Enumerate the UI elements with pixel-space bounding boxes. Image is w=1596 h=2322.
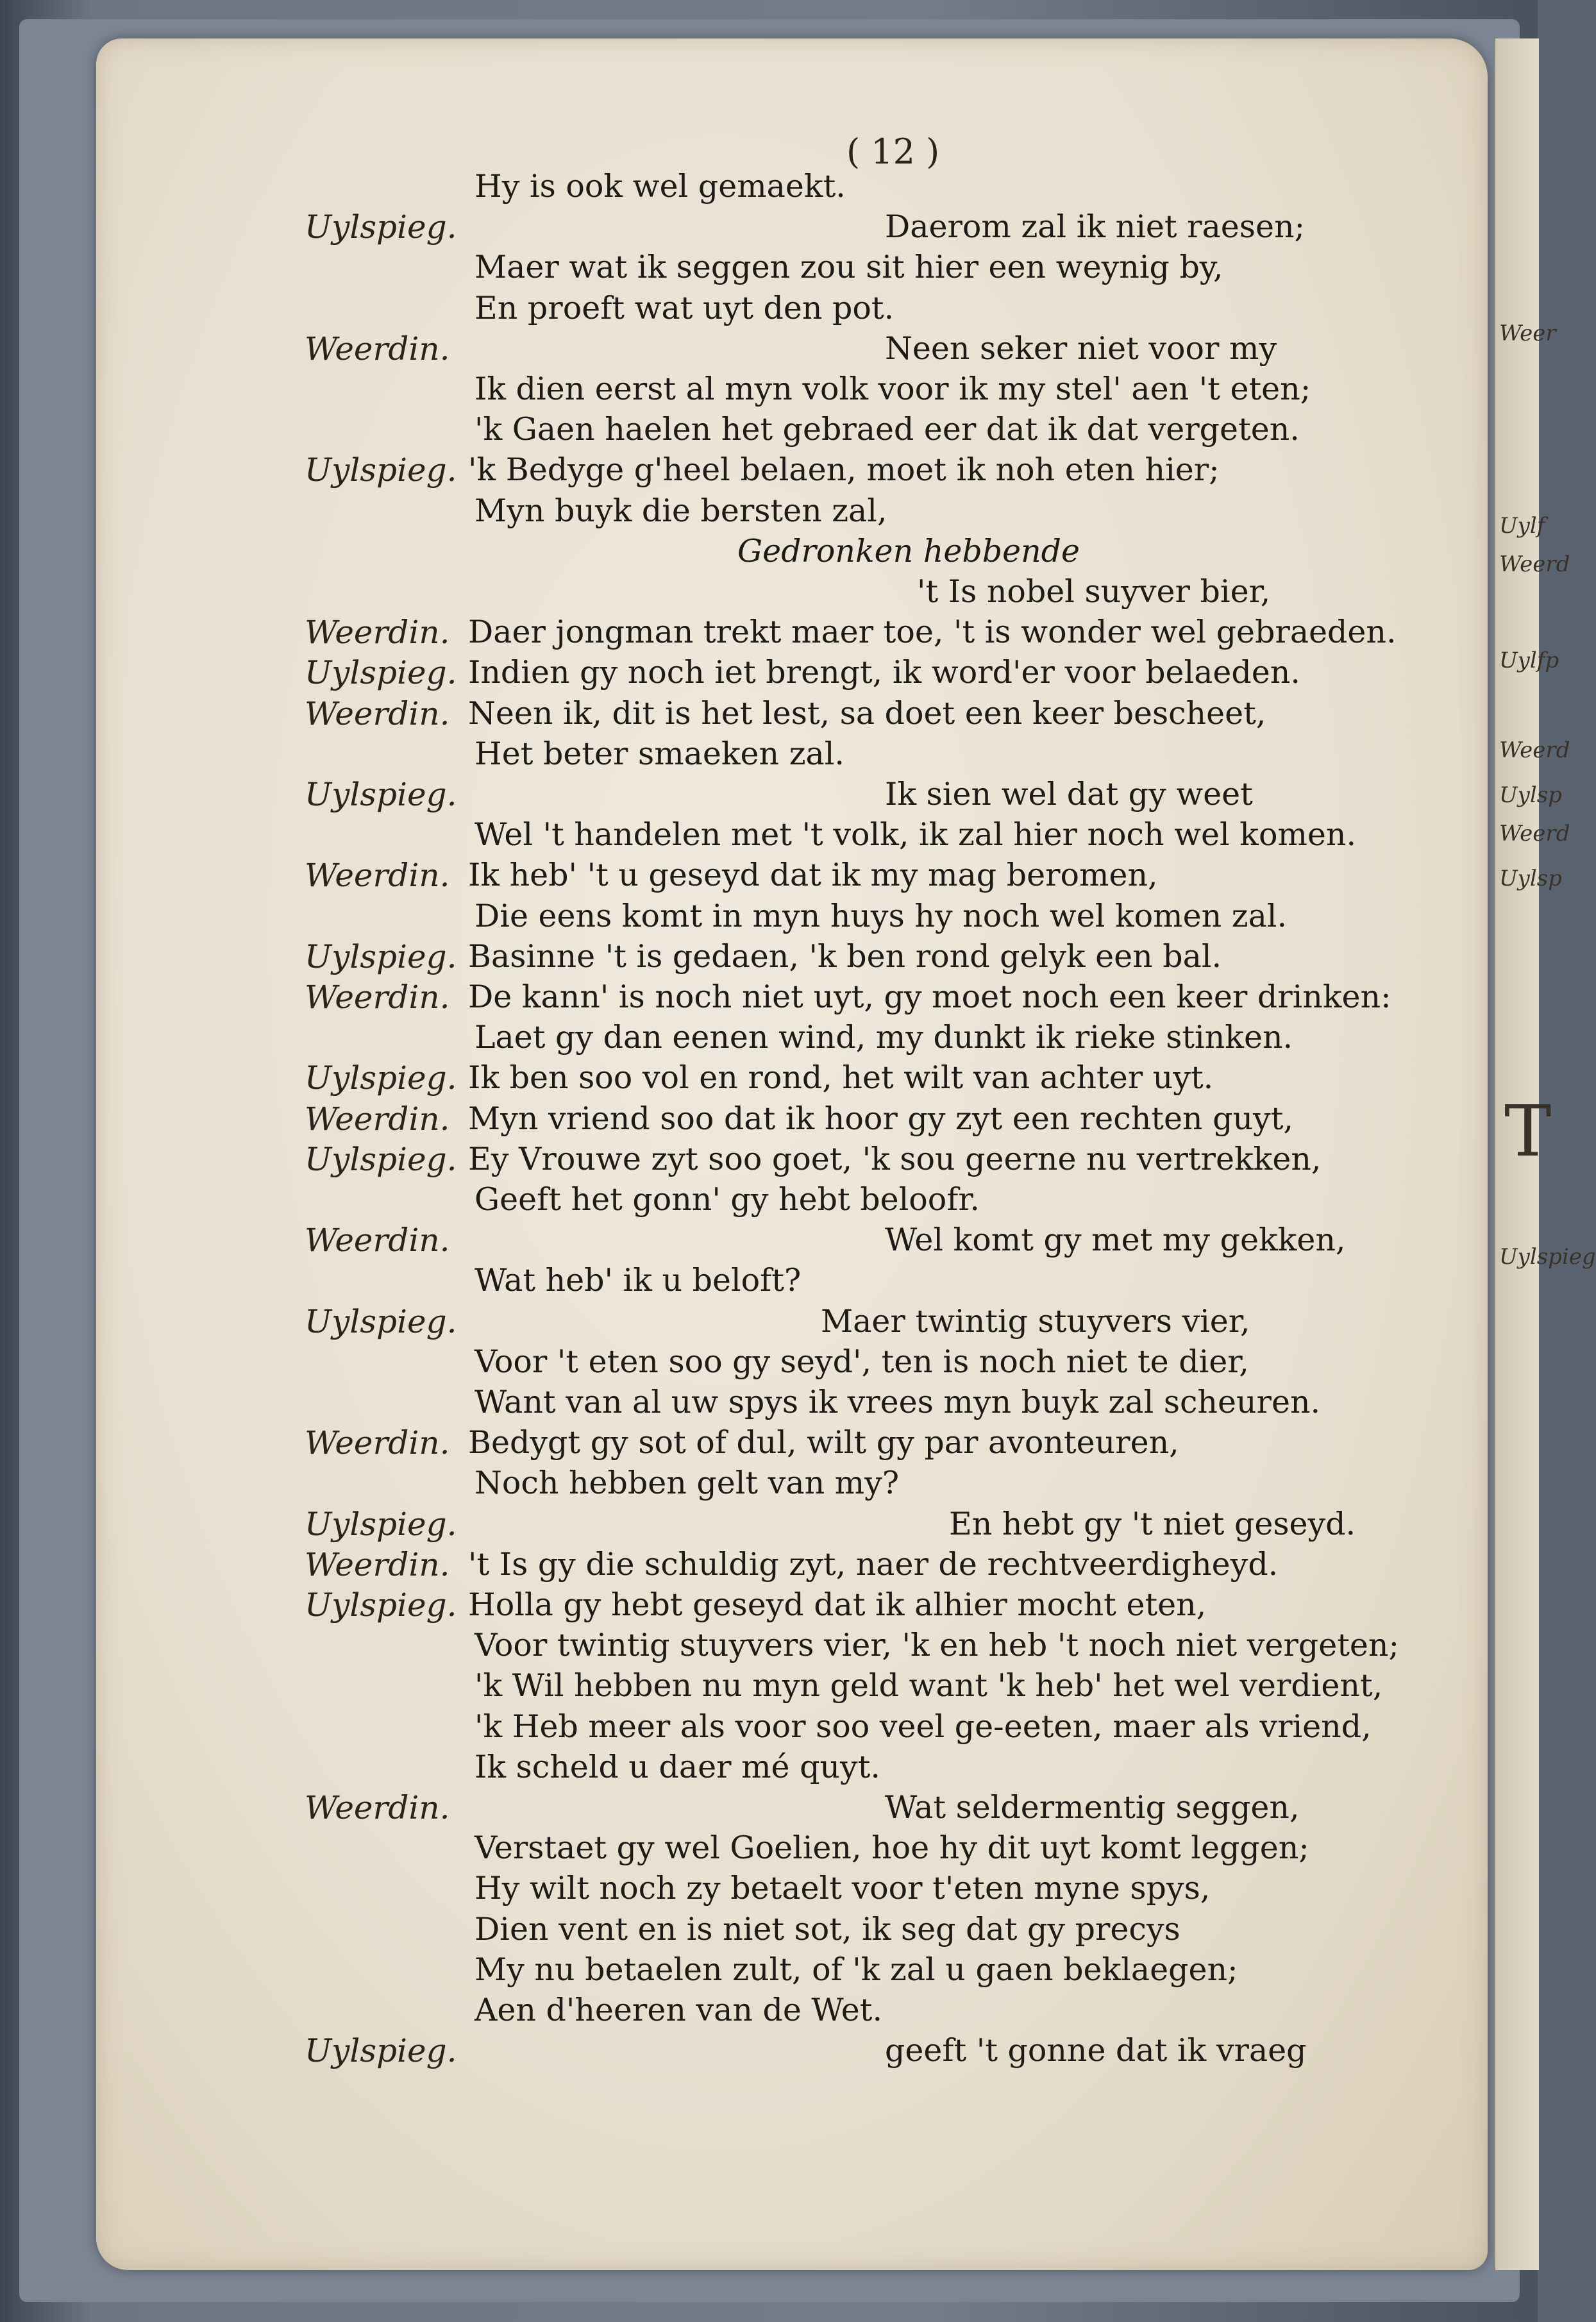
verse-line: Maer twintig stuyvers vier, [821, 1303, 1250, 1340]
verse-line: Daerom zal ik niet raesen; [885, 208, 1306, 245]
speaker-label: Weerdin. [305, 857, 450, 894]
verse-line: Bedygt gy sot of dul, wilt gy par avonteuren, [468, 1424, 1179, 1461]
verse-line: Ik dien eerst al myn volk voor ik my stel' aen 't eten; [475, 371, 1311, 407]
verse-line: 'k Heb meer als voor soo veel ge-eeten, maer als vriend, [475, 1708, 1372, 1745]
speaker-label: Uylspieg. [305, 654, 457, 691]
verse-line: Voor 't eten soo gy seyd', ten is noch niet te dier, [475, 1343, 1249, 1380]
verse-line: Wat heb' ik u beloft? [475, 1262, 802, 1299]
verse-line: Ik heb' 't u geseyd dat ik my mag beromen, [468, 857, 1158, 893]
verse-line: Voor twintig stuyvers vier, 'k en heb 't noch niet vergeten; [475, 1627, 1399, 1663]
verse-line: 't Is nobel suyver bier, [917, 573, 1271, 610]
verse-line: Indien gy noch iet brengt, ik word'er voor belaeden. [468, 654, 1300, 691]
speaker-label: Weerdin. [305, 1546, 450, 1583]
speaker-label: Uylspieg. [305, 208, 457, 246]
verse-line: Neen seker niet voor my [885, 330, 1277, 367]
facing-page-fragment: Weerd [1499, 551, 1570, 577]
speaker-label: Uylspieg. [305, 1141, 457, 1178]
verse-line: Dien vent en is niet sot, ik seg dat gy precys [475, 1911, 1180, 1948]
verse-line: Geeft het gonn' gy hebt beloofr. [475, 1181, 980, 1218]
speaker-label: Uylspieg. [305, 1303, 457, 1340]
verse-line: En proeft wat uyt den pot. [475, 290, 895, 326]
speaker-label: Uylspieg. [305, 1059, 457, 1097]
verse-line: 'k Bedyge g'heel belaen, moet ik noh eten hier; [468, 451, 1220, 488]
facing-page-fragment: Uylsp [1499, 866, 1562, 891]
verse-line: My nu betaelen zult, of 'k zal u gaen beklaegen; [475, 1951, 1238, 1988]
page-number: ( 12 ) [846, 131, 940, 172]
verse-line: Basinne 't is gedaen, 'k ben rond gelyk een bal. [468, 938, 1222, 975]
verse-line: Myn buyk die bersten zal, [475, 492, 887, 529]
stage-direction: Gedronken hebbende [737, 533, 1080, 569]
speaker-label: Weerdin. [305, 1100, 450, 1138]
verse-line: Holla gy hebt geseyd dat ik alhier mocht eten, [468, 1586, 1207, 1623]
verse-line: Ey Vrouwe zyt soo goet, 'k sou geerne nu vertrekken, [468, 1141, 1322, 1177]
verse-line: 'k Gaen haelen het gebraed eer dat ik dat vergeten. [475, 411, 1300, 448]
facing-page-fragment: Weer [1499, 321, 1556, 346]
speaker-label: Uylspieg. [305, 776, 457, 813]
verse-line: Die eens komt in myn huys hy noch wel komen zal. [475, 898, 1288, 934]
speaker-label: Weerdin. [305, 330, 450, 367]
verse-line: Neen ik, dit is het lest, sa doet een keer bescheet, [468, 695, 1266, 732]
verse-line: Myn vriend soo dat ik hoor gy zyt een rechten guyt, [468, 1100, 1293, 1137]
verse-line: En hebt gy 't niet geseyd. [949, 1506, 1356, 1542]
verse-line: Laet gy dan eenen wind, my dunkt ik rieke stinken. [475, 1019, 1293, 1056]
verse-line: Het beter smaeken zal. [475, 736, 844, 772]
verse-line: Daer jongman trekt maer toe, 't is wonder wel gebraeden. [468, 614, 1397, 650]
facing-page-fragment: Uylsp [1499, 782, 1562, 808]
verse-line: 't Is gy die schuldig zyt, naer de rechtveerdigheyd. [468, 1546, 1279, 1583]
verse-line: Maer wat ik seggen zou sit hier een weynig by, [475, 249, 1223, 285]
facing-page-fragment: Uylspieg [1499, 1244, 1596, 1270]
facing-page-fragment: T [1504, 1090, 1552, 1172]
speaker-label: Weerdin. [305, 614, 450, 651]
verse-line: Hy is ook wel gemaekt. [475, 168, 846, 205]
verse-line: geeft 't gonne dat ik vraeg [885, 2032, 1307, 2069]
speaker-label: Uylspieg. [305, 938, 457, 975]
verse-line: Verstaet gy wel Goelien, hoe hy dit uyt komt leggen; [475, 1830, 1309, 1866]
verse-line: Ik ben soo vol en rond, het wilt van achter uyt. [468, 1059, 1214, 1096]
verse-line: Wel komt gy met my gekken, [885, 1222, 1346, 1258]
verse-line: Wat seldermentig seggen, [885, 1789, 1300, 1826]
facing-page-fragment: Weerd [1499, 821, 1570, 846]
verse-line: Ik sien wel dat gy weet [885, 776, 1253, 812]
speaker-label: Uylspieg. [305, 1586, 457, 1624]
verse-line: Want van al uw spys ik vrees myn buyk zal scheuren. [475, 1384, 1321, 1420]
speaker-label: Weerdin. [305, 1222, 450, 1259]
verse-line: Wel 't handelen met 't volk, ik zal hier noch wel komen. [475, 816, 1357, 853]
speaker-label: Weerdin. [305, 1424, 450, 1461]
facing-page-fragment: Uylfp [1499, 648, 1559, 673]
speaker-label: Weerdin. [305, 695, 450, 732]
facing-page-fragment: Uylf [1499, 513, 1545, 539]
speaker-label: Uylspieg. [305, 2032, 457, 2069]
verse-line: Noch hebben gelt van my? [475, 1465, 900, 1501]
verse-line: 'k Wil hebben nu myn geld want 'k heb' het wel verdient, [475, 1667, 1383, 1704]
verse-line: Aen d'heeren van de Wet. [475, 1992, 883, 2028]
speaker-label: Weerdin. [305, 979, 450, 1016]
speaker-label: Uylspieg. [305, 1506, 457, 1543]
speaker-label: Weerdin. [305, 1789, 450, 1826]
verse-line: Hy wilt noch zy betaelt voor t'eten myne spys, [475, 1870, 1211, 1906]
verse-line: Ik scheld u daer mé quyt. [475, 1749, 881, 1785]
verse-line: De kann' is noch niet uyt, gy moet noch een keer drinken: [468, 979, 1391, 1015]
facing-page-fragment: Weerd [1499, 737, 1570, 763]
speaker-label: Uylspieg. [305, 451, 457, 489]
